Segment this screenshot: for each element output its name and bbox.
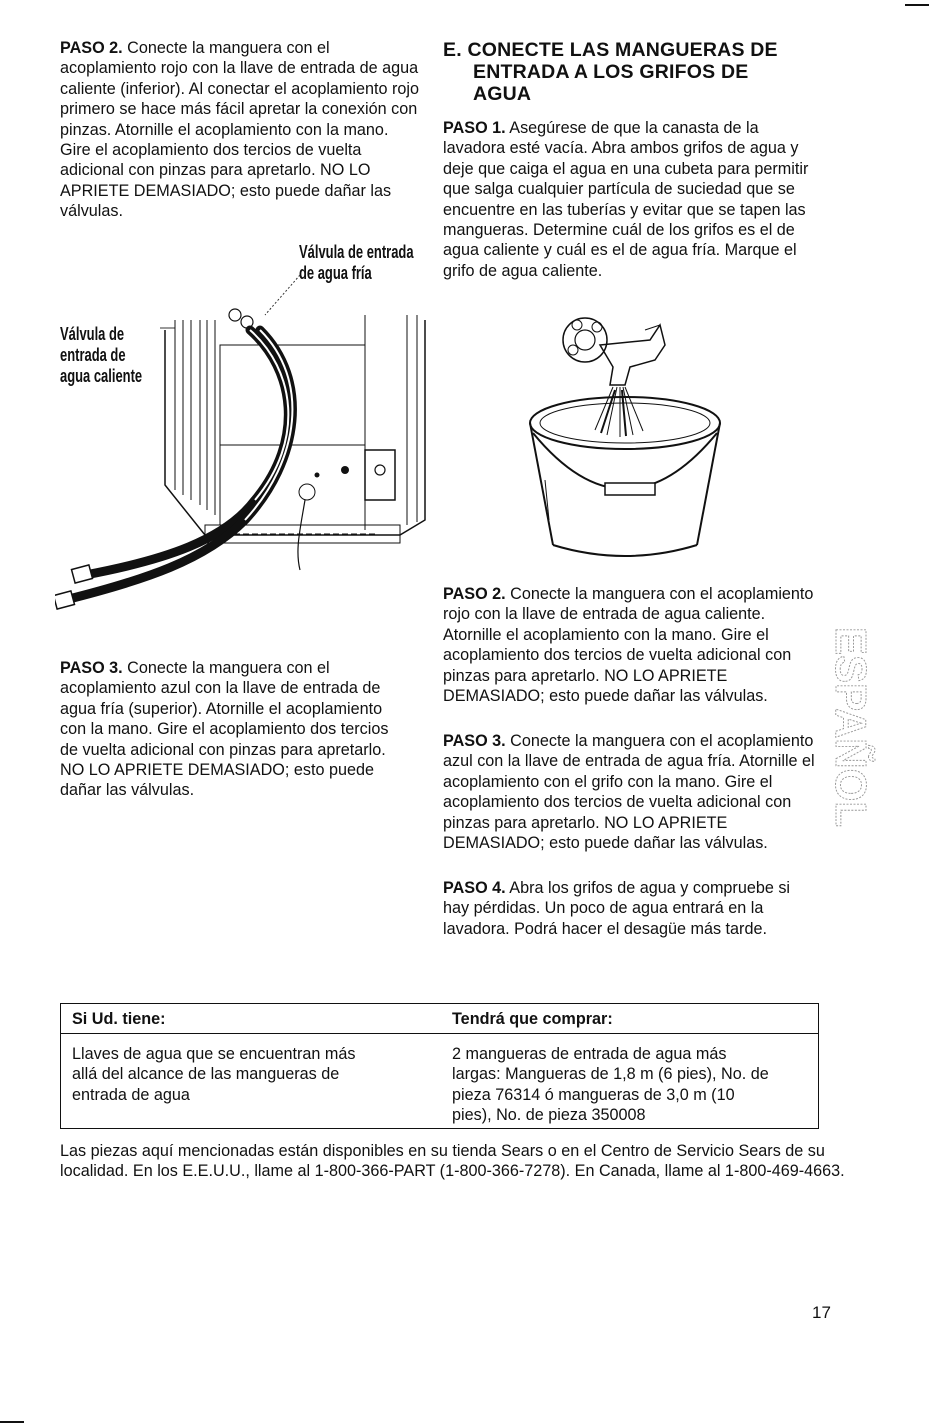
hot-valve-label-2: entrada de bbox=[60, 345, 126, 365]
table-cell-left: Llaves de agua que se encuentran más allá del alcance de las mangueras de entrada de agua bbox=[72, 1045, 356, 1104]
corner-mark-top-right bbox=[905, 4, 929, 6]
left-paso2 bbox=[60, 38, 420, 222]
right-paso4-text: Abra los grifos de agua y compruebe si hay pérdidas. Un poco de agua entrará en la lavadora. Podrá hacer el desagüe más tarde. bbox=[443, 879, 791, 938]
cold-valve-label-2: de agua fría bbox=[299, 263, 372, 283]
parts-table bbox=[60, 1003, 819, 1129]
left-paso3 bbox=[60, 658, 405, 801]
table-cell-right: 2 mangueras de entrada de agua más largas: Mangueras de 1,8 m (6 pies), No. de pieza 76314 ó mangueras de 3,0 m (10 pies), No. de pieza 350008 bbox=[452, 1045, 769, 1125]
left-paso2-label: PASO 2. bbox=[60, 39, 123, 57]
hot-valve-label-3: agua caliente bbox=[60, 366, 143, 386]
footnote: Las piezas aquí mencionadas están disponibles en su tienda Sears o en el Centro de Servicio Sears de su localidad. En los E.E.U.U., llame al 1-800-366-PART (1-800-366-7278). En Canada, llame al 1-800-469-4663. bbox=[60, 1142, 845, 1181]
washer-hoses-illustration bbox=[55, 260, 440, 620]
faucet-bucket-illustration bbox=[525, 305, 735, 570]
side-language-tab bbox=[818, 622, 878, 832]
right-paso2 bbox=[443, 584, 815, 706]
right-paso3 bbox=[443, 731, 815, 853]
section-title-line3: AGUA bbox=[473, 83, 532, 105]
right-paso1-text: Asegúrese de que la canasta de la lavadora esté vacía. Abra ambos grifos de agua y deje que caiga el agua en una cubeta para permitir que salga cualquier partícula de suciedad que se encuentre en las tuberías y evitar que se tapen las mangueras. Determine cuál de los grifos es el de agua caliente y cuál es el de agua fría. Marque el grifo de agua caliente. bbox=[443, 119, 809, 280]
right-paso1-label: PASO 1. bbox=[443, 119, 506, 137]
table-head-right: Tendrá que comprar: bbox=[452, 1010, 613, 1028]
right-paso3-text: Conecte la manguera con el acoplamiento azul con la llave de entrada de agua fría. Atornille el acoplamiento con el grifo con la mano. Gire el acoplamiento dos tercios de vuelta adicional con pinzas para apretarlo. NO LO APRIETE DEMASIADO; esto puede dañar las válvulas. bbox=[443, 732, 815, 853]
cold-valve-label-1: Válvula de entrada bbox=[299, 242, 414, 262]
table-head-left: Si Ud. tiene: bbox=[72, 1010, 166, 1028]
right-paso2-label: PASO 2. bbox=[443, 585, 506, 603]
left-paso3-text: Conecte la manguera con el acoplamiento azul con la llave de entrada de agua fría (superior). Atornille el acoplamiento con la mano. Gire el acoplamiento dos tercios de vuelta adicional con pinzas para apretarlo. NO LO APRIETE DEMASIADO; esto puede dañar las válvulas. bbox=[60, 659, 389, 800]
page-number: 17 bbox=[812, 1303, 831, 1322]
right-paso2-text: Conecte la manguera con el acoplamiento rojo con la llave de entrada de agua caliente. Atornille el acoplamiento con la mano. Gire el acoplamiento dos tercios de vuelta adicional con pinzas para apretarlo. NO LO APRIETE DEMASIADO; esto puede dañar las válvulas. bbox=[443, 585, 814, 706]
right-paso3-label: PASO 3. bbox=[443, 732, 506, 750]
table-divider bbox=[61, 1033, 818, 1034]
right-paso4-label: PASO 4. bbox=[443, 879, 506, 897]
right-paso1 bbox=[443, 118, 813, 281]
left-paso2-text: Conecte la manguera con el acoplamiento rojo con la llave de entrada de agua caliente (inferior). Al conectar el acoplamiento rojo primero se hace más fácil apretar la conexión con pinzas. Atornille el acoplamiento con la mano. Gire el acoplamiento dos tercios de vuelta adicional con pinzas para apretarlo. NO LO APRIETE DEMASIADO; esto puede dañar las válvulas. bbox=[60, 39, 420, 221]
section-title-line2: ENTRADA A LOS GRIFOS DE bbox=[473, 61, 749, 83]
right-paso4 bbox=[443, 878, 815, 939]
side-language-text: ESPAÑOL bbox=[826, 627, 875, 832]
section-title bbox=[443, 39, 823, 105]
section-title-line1: E. CONECTE LAS MANGUERAS DE bbox=[443, 39, 778, 61]
corner-mark-bottom-left bbox=[0, 1421, 24, 1423]
hot-valve-label-1: Válvula de bbox=[60, 324, 125, 344]
left-paso3-label: PASO 3. bbox=[60, 659, 123, 677]
